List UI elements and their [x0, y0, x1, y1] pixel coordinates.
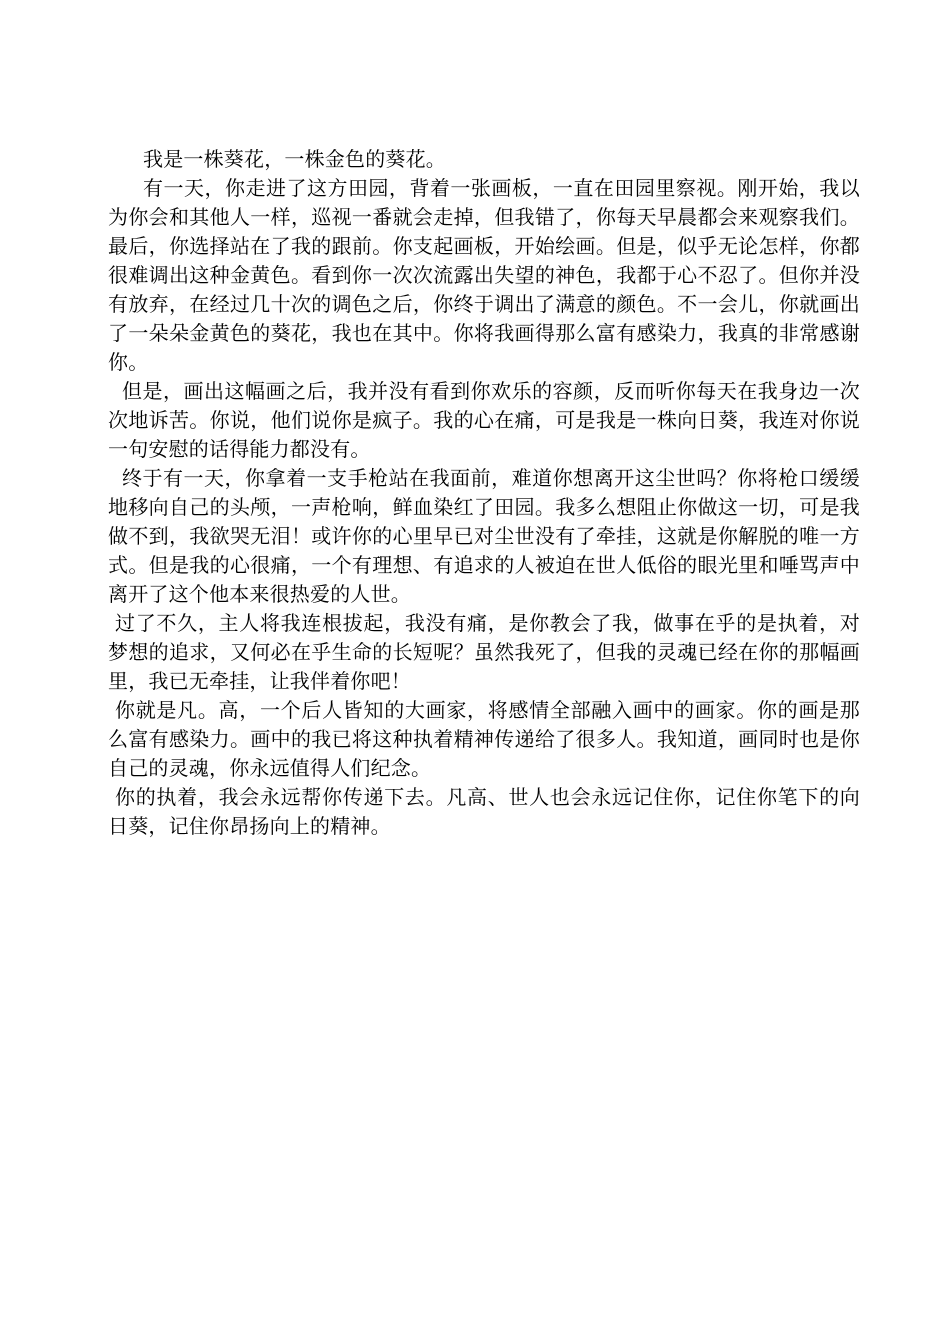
paragraph-5: 过了不久，主人将我连根拔起，我没有痛，是你教会了我，做事在乎的是执着，对梦想的追求，又何必在乎生命的长短呢？虽然我死了，但我的灵魂已经在你的那幅画里，我已无牵挂，让我伴着你吧！	[108, 611, 860, 693]
paragraph-2: 有一天，你走进了这方田园，背着一张画板，一直在田园里察视。刚开始，我以为你会和其他人一样，巡视一番就会走掉，但我错了，你每天早晨都会来观察我们。最后，你选择站在了我的跟前。你支起画板，开始绘画。但是，似乎无论怎样，你都很难调出这种金黄色。看到你一次次流露出失望的神色，我都于心不忍了。但你并没有放弃，在经过几十次的调色之后，你终于调出了满意的颜色。不一会儿，你就画出了一朵朵金黄色的葵花，我也在其中。你将我画得那么富有感染力，我真的非常感谢你。	[108, 176, 860, 374]
paragraph-7: 你的执着，我会永远帮你传递下去。凡高、世人也会永远记住你，记住你笔下的向日葵，记住你昂扬向上的精神。	[108, 785, 860, 838]
paragraph-6: 你就是凡。高，一个后人皆知的大画家，将感情全部融入画中的画家。你的画是那么富有感染力。画中的我已将这种执着精神传递给了很多人。我知道，画同时也是你自己的灵魂，你永远值得人们纪念。	[108, 698, 860, 780]
paragraph-3: 但是，画出这幅画之后，我并没有看到你欢乐的容颜，反而听你每天在我身边一次次地诉苦。你说，他们说你是疯子。我的心在痛，可是我是一株向日葵，我连对你说一句安慰的话得能力都没有。	[108, 379, 860, 461]
paragraph-4: 终于有一天，你拿着一支手枪站在我面前，难道你想离开这尘世吗？你将枪口缓缓地移向自己的头颅，一声枪响，鲜血染红了田园。我多么想阻止你做这一切，可是我做不到，我欲哭无泪！或许你的心里早已对尘世没有了牵挂，这就是你解脱的唯一方式。但是我的心很痛，一个有理想、有追求的人被迫在世人低俗的眼光里和唾骂声中离开了这个他本来很热爱的人世。	[108, 466, 860, 606]
essay-body	[108, 145, 860, 841]
paragraph-1: 我是一株葵花，一株金色的葵花。	[143, 147, 446, 171]
